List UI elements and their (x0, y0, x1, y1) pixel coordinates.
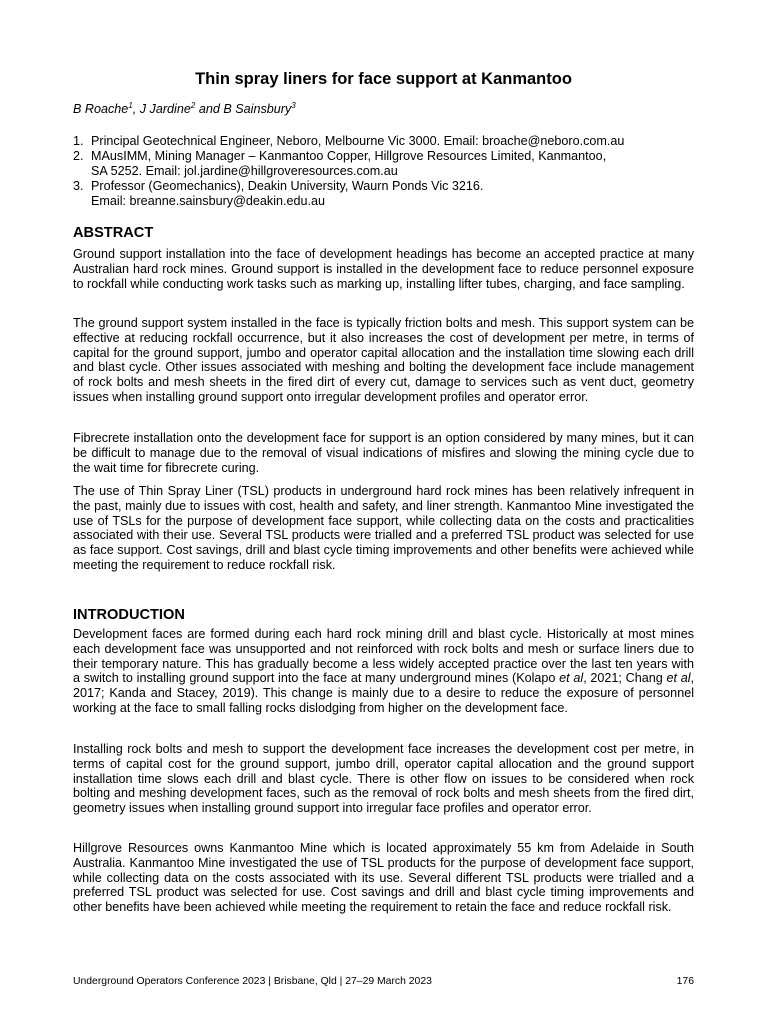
abstract-heading: ABSTRACT (73, 225, 154, 241)
author-separator: , (132, 102, 140, 116)
affiliation-number: 3. (73, 179, 84, 193)
author-affiliation-marker: 2 (190, 101, 196, 110)
citation-et-al: et al (559, 671, 584, 686)
author-affiliation-marker: 1 (128, 101, 133, 110)
affiliation-line: Email: breanne.sainsbury@deakin.edu.au (91, 194, 326, 208)
paragraph-text: Development faces are formed during each hard rock mining drill and blast cycle. Historically at most mines each development face was unsupported and not reinforced with rock bolts and mesh or surface liners due to their temporary nature. This has gradually become a less widely accepted practice over the last ten years with a switch to installing ground support into the face at many underground mines (Kolapo (73, 627, 694, 686)
author-name: B Sainsbury (223, 102, 292, 116)
introduction-paragraph (73, 627, 694, 716)
affiliation-line: Principal Geotechnical Engineer, Neboro, Melbourne Vic 3000. Email: broache@neboro.com.au (91, 134, 625, 148)
affiliation-item (73, 134, 694, 149)
affiliation-line: SA 5252. Email: jol.jardine@hillgroveresources.com.au (91, 164, 398, 178)
paragraph-text: , 2021; Chang (583, 671, 667, 686)
affiliation-number: 2. (73, 149, 84, 163)
introduction-paragraph: Installing rock bolts and mesh to support the development face increases the development cost per metre, in terms of capital cost for the ground support, jumbo drill, operator capital allocation and the ground support installation time slows each drill and blast cycle. There is other flow on issues to be considered when rock bolting and meshing development faces, such as the removal of rock bolts and mesh sheets from the fired dirt, geometry issues when installing ground support into irregular face profiles and operator error. (73, 742, 694, 815)
affiliation-item (73, 179, 694, 209)
affiliation-line: MAusIMM, Mining Manager – Kanmantoo Copper, Hillgrove Resources Limited, Kanmantoo, (91, 149, 607, 163)
abstract-paragraph: Fibrecrete installation onto the development face for support is an option considered by many mines, but it can be difficult to manage due to the removal of visual indications of misfires and slowing the mining cycle due to the wait time for fibrecrete curing. (73, 431, 694, 475)
affiliation-list (73, 134, 694, 209)
abstract-paragraph: The use of Thin Spray Liner (TSL) products in underground hard rock mines has been relatively infrequent in the past, mainly due to issues with cost, health and safety, and liner strength. Kanmantoo Mine investigated the use of TSLs for the purpose of development face support, while collecting data on the costs and practicalities associated with their use. Several TSL products were trialled and a preferred TSL product was selected for use as face support. Cost savings, drill and blast cycle timing improvements and other benefits were achieved while meeting the requirement to reduce rockfall risk. (73, 484, 694, 572)
conference-info: Underground Operators Conference 2023 | Brisbane, Qld | 27–29 March 2023 (73, 976, 432, 987)
author-affiliation-marker: 3 (291, 101, 296, 110)
affiliation-line: Professor (Geomechanics), Deakin University, Waurn Ponds Vic 3216. (91, 179, 484, 193)
author-name: J Jardine (139, 102, 191, 116)
abstract-paragraph: Ground support installation into the face of development headings has become an accepted practice at many Australian hard rock mines. Ground support is installed in the development face to reduce personnel exposure to rockfall while conducting work tasks such as marking up, installing lifter tubes, charging, and face sampling. (73, 247, 694, 291)
author-separator: and (195, 102, 224, 116)
paragraph-text: , 2017; Kanda and Stacey, 2019). This change is mainly due to a desire to reduce the exposure of personnel working at the face to small falling rocks dislodging from higher on the development face. (73, 671, 695, 715)
affiliation-item (73, 149, 694, 179)
affiliation-number: 1. (73, 134, 84, 148)
author-list (73, 101, 296, 117)
paper-title: Thin spray liners for face support at Kanmantoo (195, 70, 572, 88)
author-name: B Roache (73, 102, 129, 116)
abstract-paragraph: The ground support system installed in the face is typically friction bolts and mesh. This support system can be effective at reducing rockfall occurrence, but it also increases the cost of development per metre, in terms of capital for the ground support, jumbo and operator capital allocation and the installation time slowing each drill and blast cycle. Other issues associated with meshing and bolting the development face include management of rock bolts and mesh sheets in the fired dirt of every cut, damage to services such as vent duct, geometry issues when installing ground support onto irregular development profiles and operator error. (73, 316, 694, 404)
introduction-heading: INTRODUCTION (73, 607, 185, 623)
introduction-paragraph: Hillgrove Resources owns Kanmantoo Mine which is located approximately 55 km from Adelaide in South Australia. Kanmantoo Mine investigated the use of TSL products for the purpose of development face support, while collecting data on the costs associated with its use. Several different TSL products were trialled and a preferred TSL product was selected for use. Cost savings and drill and blast cycle timing improvements and other benefits have been achieved while meeting the requirement to retain the face and reduce rockfall risk. (73, 841, 694, 914)
citation-et-al: et al (666, 671, 691, 686)
page-number: 176 (676, 976, 694, 987)
